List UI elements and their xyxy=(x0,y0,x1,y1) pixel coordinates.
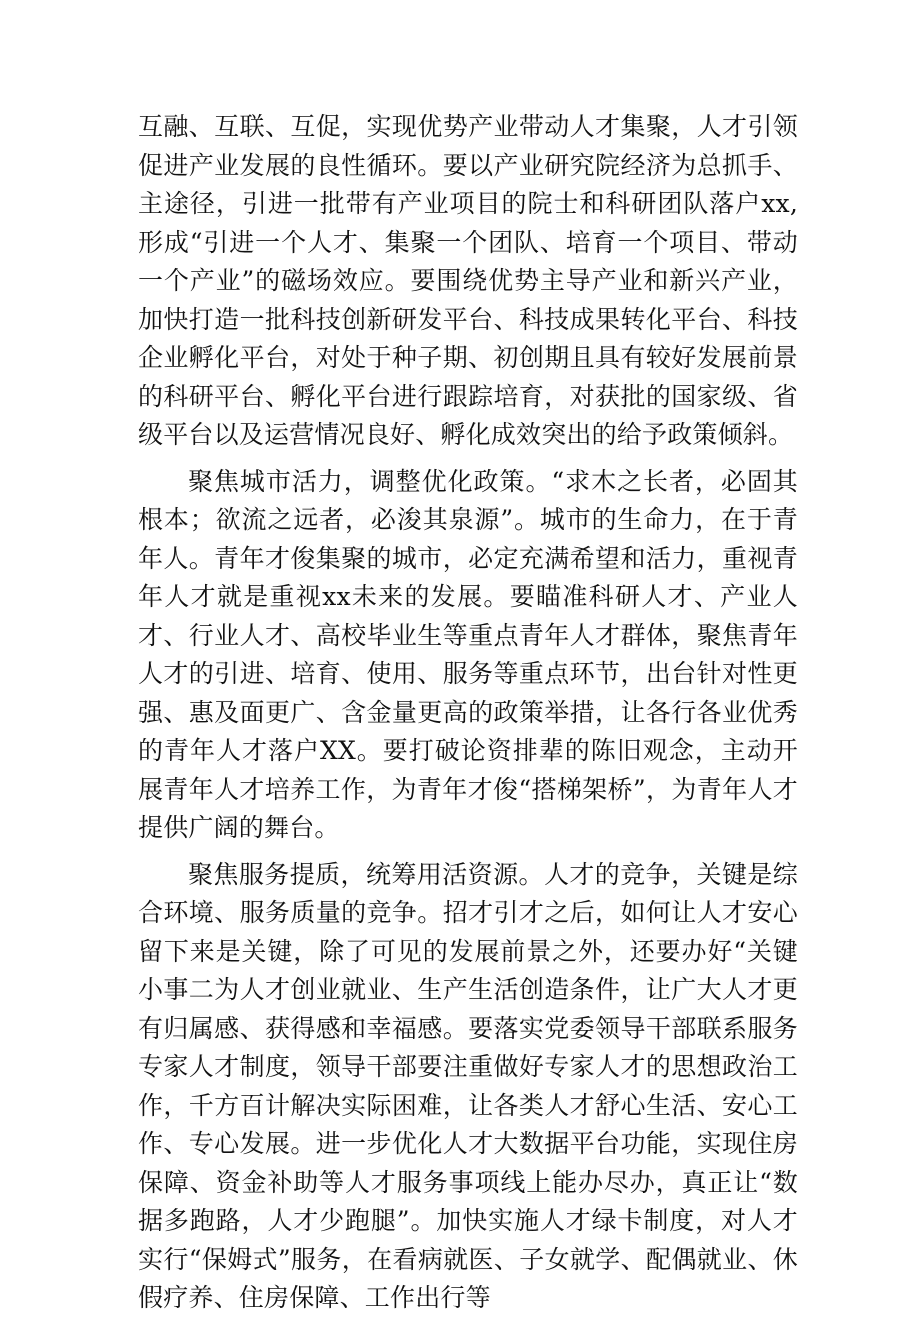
paragraph-1: 互融、互联、互促，实现优势产业带动人才集聚，人才引领促进产业发展的良性循环。要以产业研究院经济为总抓手、主途径，引进一批带有产业项目的院士和科研团队落户xx,形成“引进一个人才、集聚一个团队、培育一个项目、带动一个产业”的磁场效应。要围绕优势主导产业和新兴产业，加快打造一批科技创新研发平台、科技成果转化平台、科技企业孵化平台，对处于种子期、初创期且具有较好发展前景的科研平台、孵化平台进行跟踪培育，对获批的国家级、省级平台以及运营情况良好、孵化成效突出的给予政策倾斜。 xyxy=(138,112,798,449)
document-body xyxy=(138,108,798,1318)
paragraph-2: 聚焦城市活力，调整优化政策。“求木之长者，必固其根本；欲流之远者，必浚其泉源”。城市的生命力，在于青年人。青年才俊集聚的城市，必定充满希望和活力，重视青年人才就是重视xx未来的发展。要瞄准科研人才、产业人才、行业人才、高校毕业生等重点青年人才群体，聚焦青年人才的引进、培育、使用、服务等重点环节，出台针对性更强、惠及面更广、含金量更高的政策举措，让各行各业优秀的青年人才落户XX。要打破论资排辈的陈旧观念，主动开展青年人才培养工作，为青年才俊“搭梯架桥”，为青年人才提供广阔的舞台。 xyxy=(138,466,798,842)
paragraph-3: 聚焦服务提质，统筹用活资源。人才的竞争，关键是综合环境、服务质量的竞争。招才引才之后，如何让人才安心留下来是关键，除了可见的发展前景之外，还要办好“关键小事二为人才创业就业、生产生活创造条件，让广大人才更有归属感、获得感和幸福感。要落实党委领导干部联系服务专家人才制度，领导干部要注重做好专家人才的思想政治工作，千方百计解决实际困难，让各类人才舒心生活、安心工作、专心发展。进一步优化人才大数据平台功能，实现住房保障、资金补助等人才服务事项线上能办尽办，真正让“数据多跑路，人才少跑腿”。加快实施人才绿卡制度，对人才实行“保姆式”服务，在看病就医、子女就学、配偶就业、休假疗养、住房保障、工作出行等 xyxy=(138,859,798,1312)
